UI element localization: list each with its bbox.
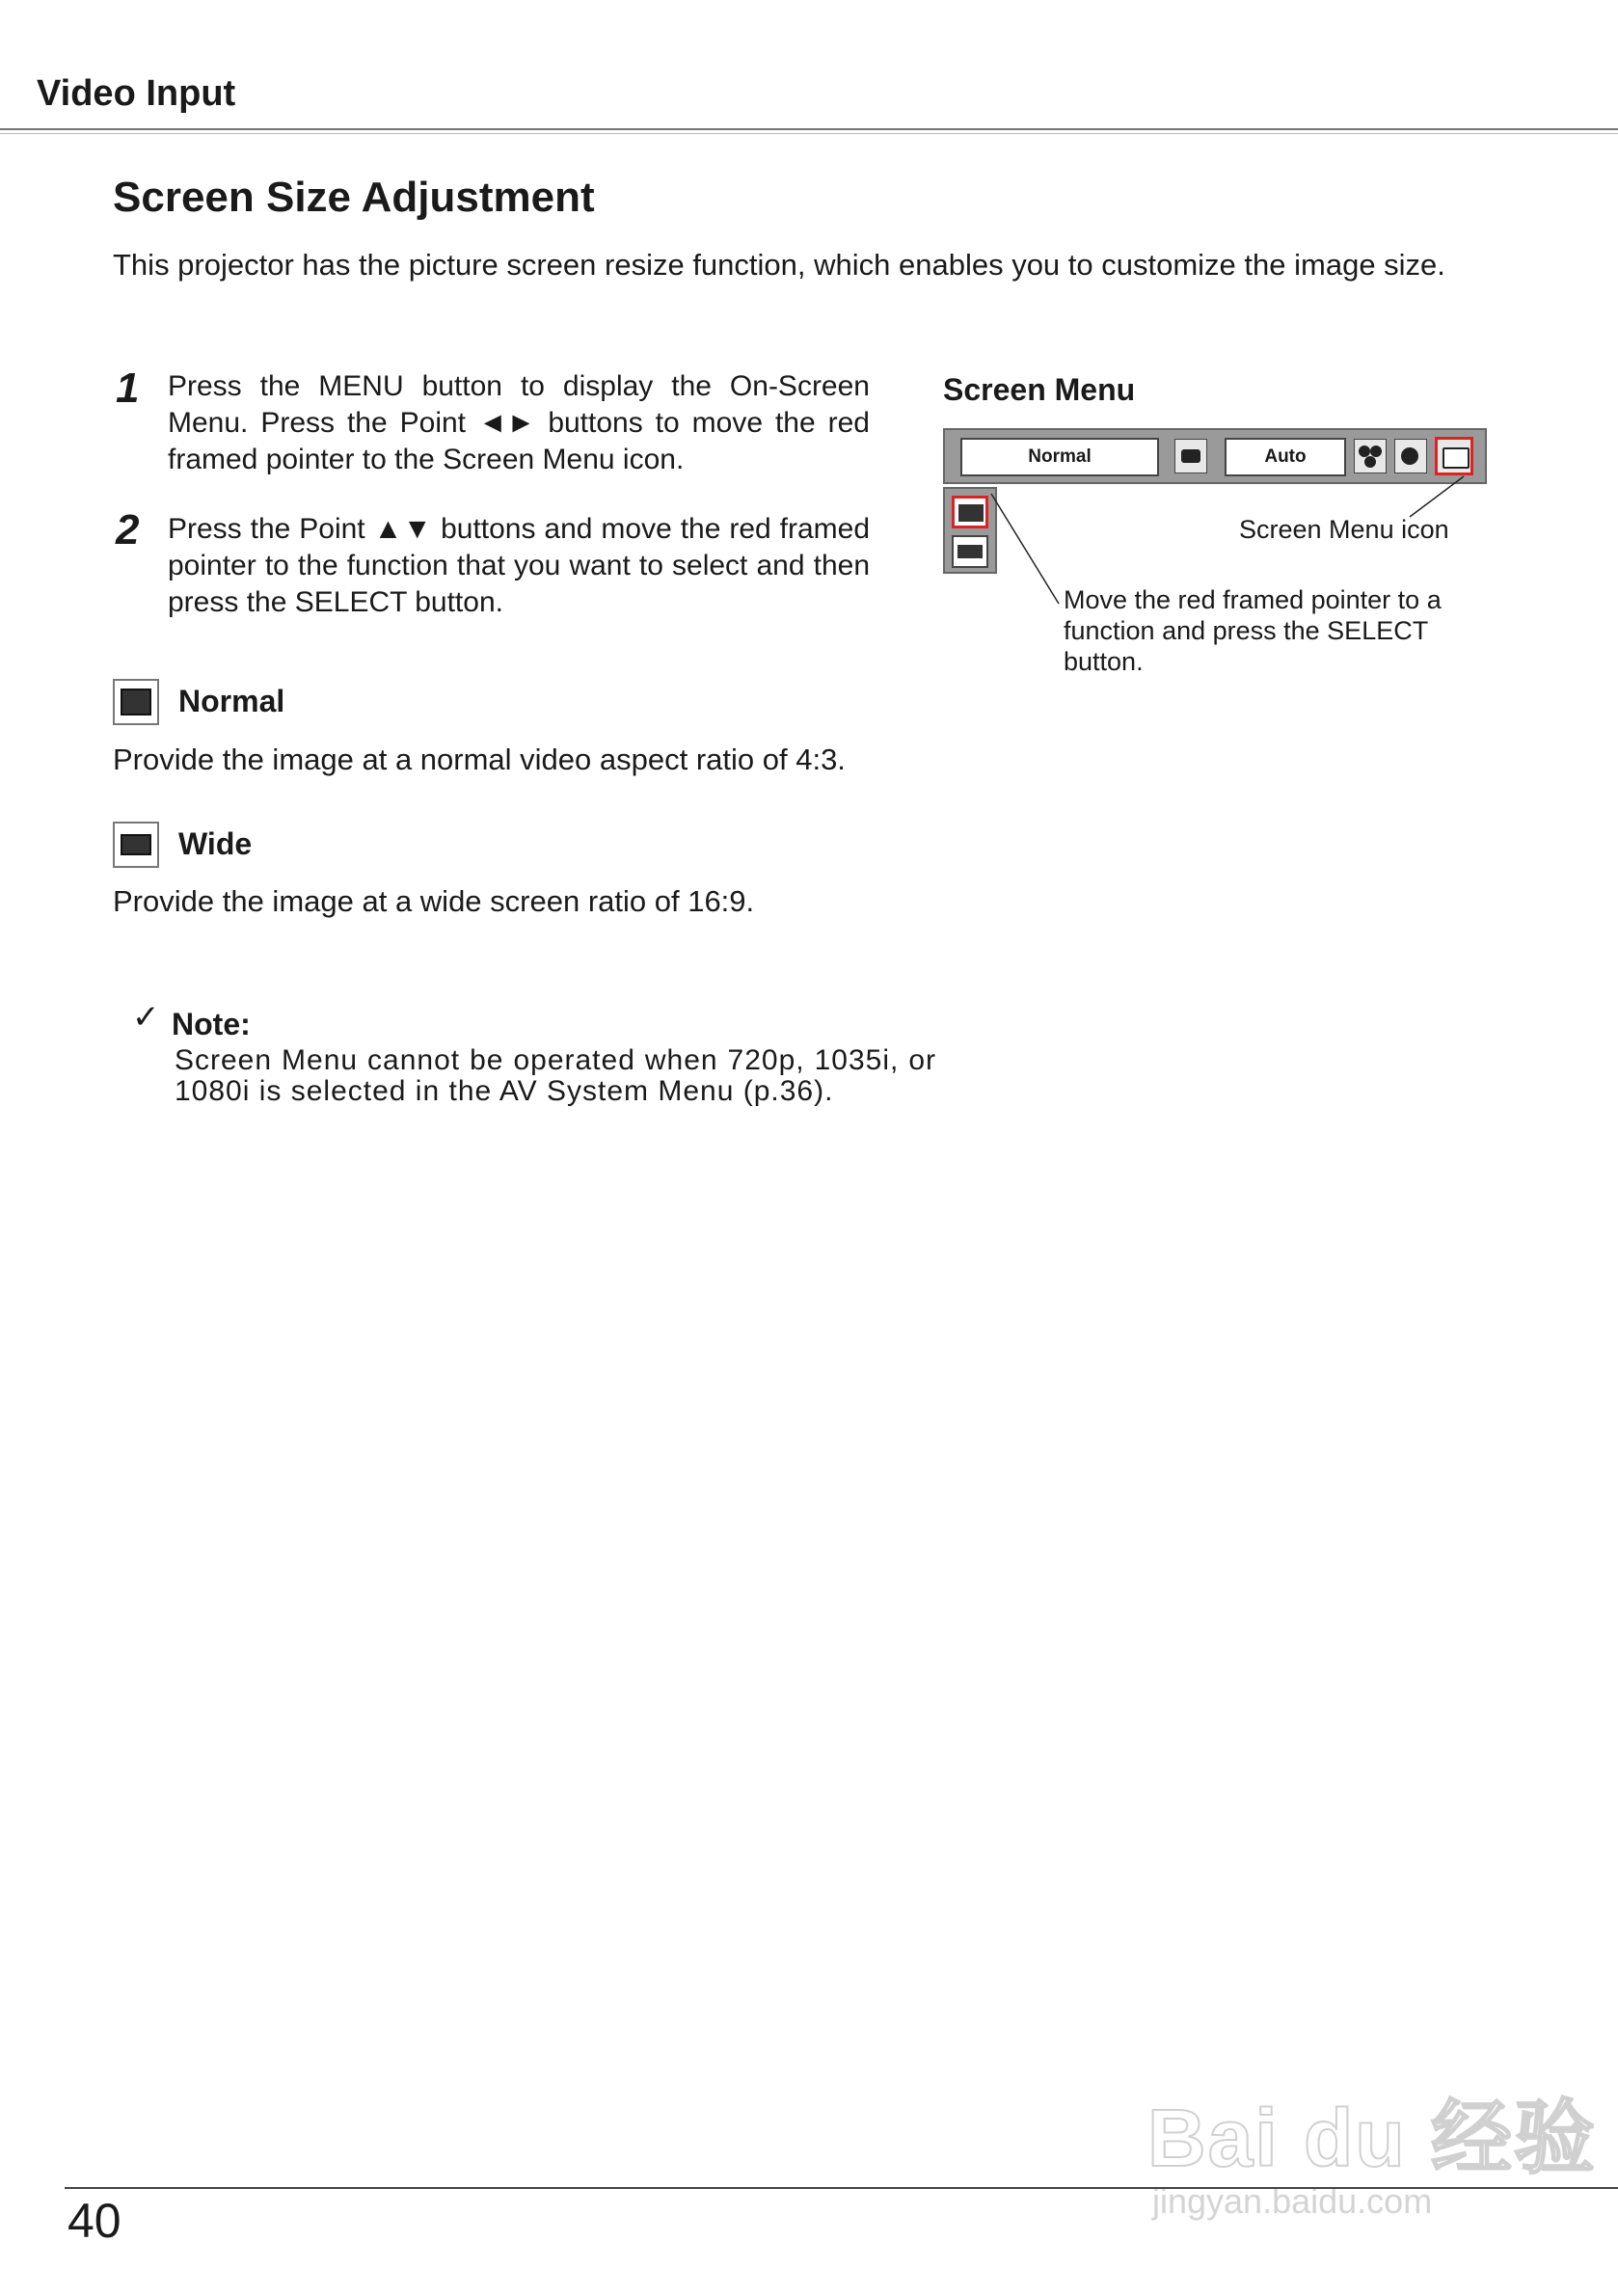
step-2-number: 2 bbox=[116, 506, 140, 554]
section-title: Video Input bbox=[37, 73, 236, 114]
wide-label: Wide bbox=[178, 826, 253, 861]
step-1-number: 1 bbox=[116, 365, 140, 412]
callout-pointer-instruction: Move the red framed pointer to a function and press the SELECT button. bbox=[1064, 585, 1442, 676]
menu-field-auto: Auto bbox=[1225, 438, 1346, 476]
checkmark-icon: ✓ bbox=[132, 999, 160, 1036]
normal-label: Normal bbox=[178, 684, 285, 718]
callout-screen-menu-icon: Screen Menu icon bbox=[1239, 515, 1449, 544]
page-title: Screen Size Adjustment bbox=[113, 174, 595, 221]
wide-screen-icon bbox=[113, 822, 159, 868]
header-rule bbox=[0, 128, 1618, 134]
intro-paragraph: This projector has the picture screen resize function, which enables you to customize the image size. bbox=[113, 248, 1445, 282]
footer-rule bbox=[65, 2187, 1618, 2189]
wide-description: Provide the image at a wide screen ratio of 16:9. bbox=[113, 884, 755, 918]
menu-field-normal: Normal bbox=[960, 438, 1159, 476]
page-number: 40 bbox=[67, 2194, 121, 2248]
normal-screen-icon bbox=[113, 679, 159, 725]
normal-description: Provide the image at a normal video aspect ratio of 4:3. bbox=[113, 743, 846, 776]
baidu-watermark-url: jingyan.baidu.com bbox=[1152, 2181, 1433, 2221]
note-label: Note: bbox=[172, 1007, 251, 1041]
step-2-text: Press the Point ▲▼ buttons and move the red framed pointer to the function that you want to select and then press the SELECT button. bbox=[168, 513, 870, 618]
note-text: Screen Menu cannot be operated when 720p, 1035i, or 1080i is selected in the AV System Menu (p.36). bbox=[175, 1044, 936, 1107]
figure-title: Screen Menu bbox=[943, 372, 1136, 407]
step-1-text: Press the MENU button to display the On-Screen Menu. Press the Point ◄► buttons to move the red framed pointer to the Screen Menu icon. bbox=[168, 370, 870, 475]
baidu-watermark: Bai du 经验 bbox=[1147, 2093, 1598, 2183]
